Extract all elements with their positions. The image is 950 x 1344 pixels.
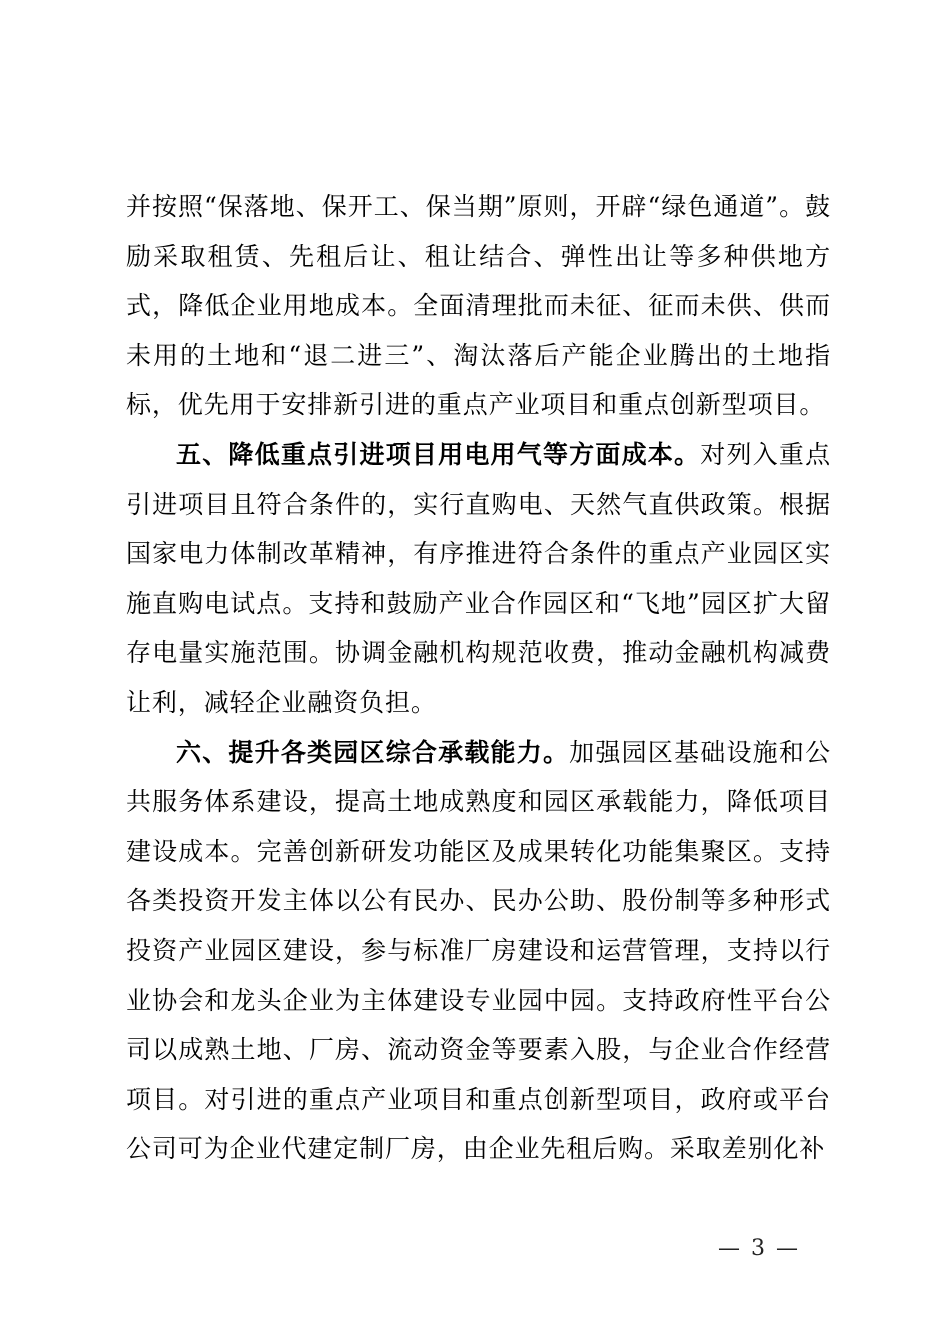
section-heading-six: 六、提升各类园区综合承载能力。: [176, 737, 570, 767]
paragraph-text: 并按照“保落地、保开工、保当期”原则，开辟“绿色通道”。鼓励采取租赁、先租后让、租让结合、弹性出让等多种供地方式，降低企业用地成本。全面清理批而未征、征而未供、供而未用的土地和“退二进三”、淘汰落后产能企业腾出的土地指标，优先用于安排新引进的重点产业项目和重点创新型项目。: [126, 192, 831, 420]
section-heading-five: 五、降低重点引进项目用电用气等方面成本。: [176, 439, 701, 469]
page-number: — 3 —: [718, 1236, 800, 1261]
paragraph-text: 对列入重点引进项目且符合条件的，实行直购电、天然气直供政策。根据国家电力体制改革精神，有序推进符合条件的重点产业园区实施直购电试点。支持和鼓励产业合作园区和“飞地”园区扩大留存电量实施范围。协调金融机构规范收费，推动金融机构减费让利，减轻企业融资负担。: [126, 439, 831, 717]
paragraph-section-six: [126, 728, 831, 1174]
paragraph-land-supply: [126, 182, 831, 430]
paragraph-text: 加强园区基础设施和公共服务体系建设，提高土地成熟度和园区承载能力，降低项目建设成本。完善创新研发功能区及成果转化功能集聚区。支持各类投资开发主体以公有民办、民办公助、股份制等多种形式投资产业园区建设，参与标准厂房建设和运营管理，支持以行业协会和龙头企业为主体建设专业园中园。支持政府性平台公司以成熟土地、厂房、流动资金等要素入股，与企业合作经营项目。对引进的重点产业项目和重点创新型项目，政府或平台公司可为企业代建定制厂房，由企业先租后购。采取差别化补: [126, 737, 831, 1164]
paragraph-section-five: [126, 430, 831, 728]
document-body: [126, 182, 831, 1174]
